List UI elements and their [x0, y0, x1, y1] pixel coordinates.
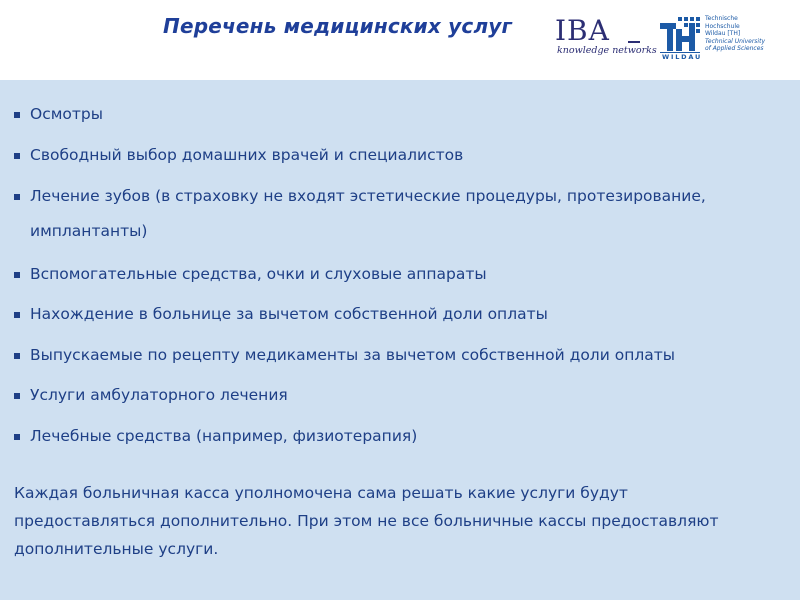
slide-content — [0, 80, 800, 600]
th-wildau-wordmark: WILDAU — [662, 53, 703, 61]
list-item — [14, 339, 774, 371]
list-item-text: Лечение зубов (в страховку не входят эстетические процедуры, протезирование, имплантанты) — [30, 187, 706, 240]
square-bullet-icon — [14, 112, 20, 118]
list-item-text: Лечебные средства (например, физиотерапия) — [30, 426, 418, 445]
square-bullet-icon — [14, 153, 20, 159]
th-logo-line-1: Technische — [705, 15, 738, 22]
th-logo-line-4: Technical University — [705, 37, 766, 45]
list-item — [14, 258, 774, 290]
list-item-text: Услуги амбулаторного лечения — [30, 386, 288, 404]
list-item — [14, 379, 774, 411]
note-paragraph: Каждая больничная касса уполномочена сама решать какие услуги будут предоставляться дополнительно. При этом не все больничные кассы предоставляют дополнительные услуги. — [14, 484, 719, 558]
list-item — [14, 139, 774, 171]
iba-logo — [555, 14, 657, 60]
list-item-text: Выпускаемые по рецепту медикаменты за вычетом собственной доли оплаты — [30, 345, 675, 364]
th-logo-line-3: Wildau [TH] — [705, 30, 741, 38]
square-bullet-icon — [14, 272, 20, 278]
slide-header — [0, 0, 800, 80]
th-wildau-logo — [658, 14, 768, 64]
iba-logo-tagline: knowledge networks — [557, 45, 657, 56]
list-item-text: Осмотры — [30, 105, 104, 123]
square-bullet-icon — [14, 194, 20, 200]
iba-logo-underscore — [628, 41, 640, 43]
list-item — [14, 298, 774, 330]
page-title: Перечень медицинских услуг — [163, 14, 513, 38]
square-bullet-icon — [14, 434, 20, 440]
list-item — [14, 179, 774, 249]
iba-logo-letters: IBA — [555, 14, 610, 47]
list-item — [14, 420, 774, 452]
list-item-text: Вспомогательные средства, очки и слуховые аппараты — [30, 264, 487, 283]
list-item-text: Нахождение в больнице за вычетом собственной доли оплаты — [30, 305, 548, 323]
square-bullet-icon — [14, 393, 20, 399]
th-logo-line-2: Hochschule — [705, 22, 740, 30]
list-item — [14, 98, 774, 130]
list-item-text: Свободный выбор домашних врачей и специалистов — [30, 145, 464, 164]
th-wildau-emblem-icon — [658, 14, 704, 54]
services-list — [14, 98, 774, 460]
square-bullet-icon — [14, 312, 20, 318]
th-wildau-logo-text — [705, 15, 765, 53]
square-bullet-icon — [14, 353, 20, 359]
th-logo-line-5: of Applied Sciences — [705, 45, 764, 53]
